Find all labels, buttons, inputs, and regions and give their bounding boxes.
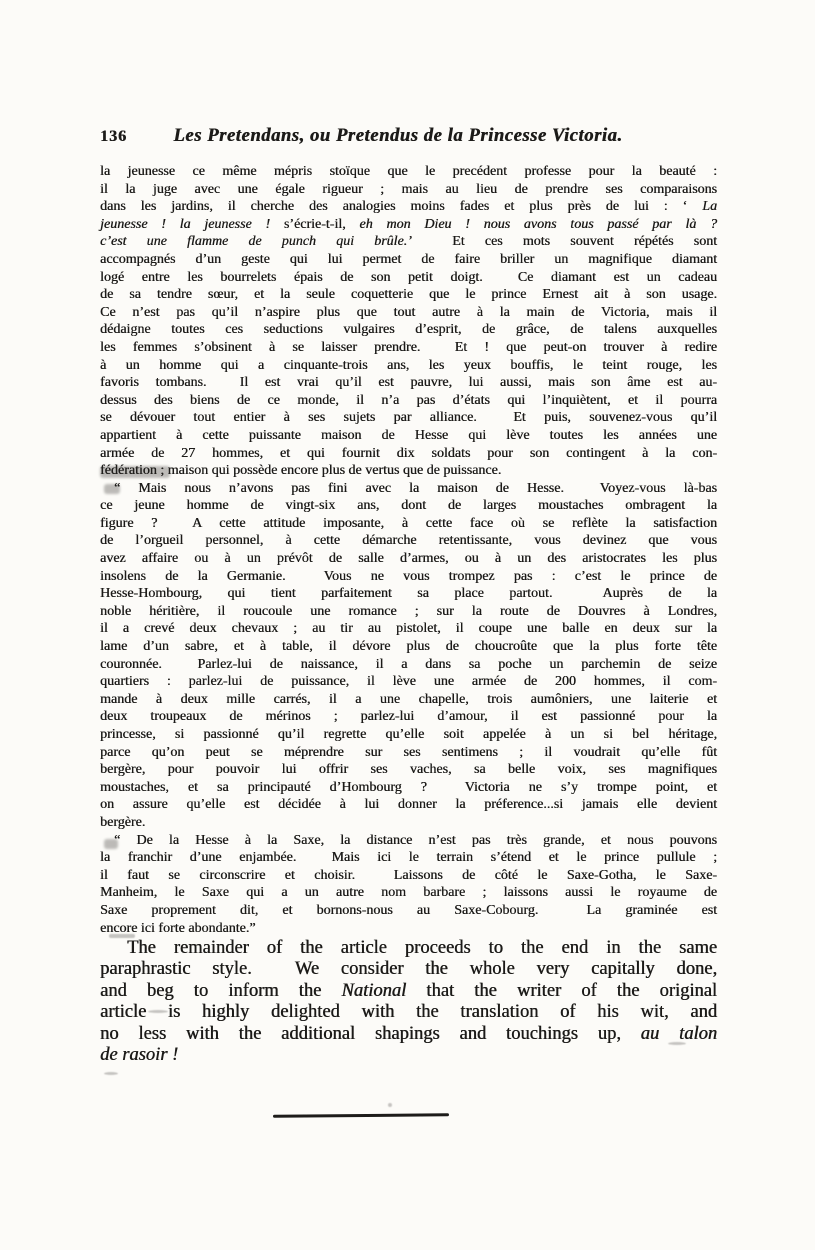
- scan-speck: [388, 1103, 392, 1107]
- text-line: les femmes s’obsinent à se laisser prendre. Et ! que peut-on trouver à redire: [100, 339, 717, 355]
- text-line: appartient à cette puissante maison de Hesse qui lève toutes les années une: [100, 427, 717, 443]
- text-line: no less with the additional shapings and touchings up, au talon: [100, 1023, 718, 1044]
- text-line: on assure qu’elle est décidée à lui donner la préference...si jamais elle devient: [100, 797, 717, 813]
- french-article: [100, 163, 717, 937]
- text-line: bergère.: [100, 814, 146, 830]
- ink-smudge: [100, 466, 170, 478]
- text-line: c’est une flamme de punch qui brûle.’ Et ces mots souvent répétés sont: [100, 234, 717, 250]
- scan-speck: [104, 1072, 118, 1075]
- text-line: dédaigne toutes ces seductions vulgaires d’esprit, de grâce, de talens auxquelles: [100, 322, 717, 338]
- text-line: de l’orgueil personnel, à cette démarche retentissante, vous devinez que vous: [100, 533, 717, 549]
- section-divider-rule: [273, 1113, 449, 1118]
- running-title: Les Pretendans, ou Pretendus de la Princesse Victoria.: [173, 126, 623, 146]
- text-line: de rasoir !: [100, 1045, 179, 1066]
- text-line: Ce n’est pas qu’il n’aspire plus que tout autre à la main de Victoria, mais il: [100, 304, 717, 320]
- scan-speck: [668, 1042, 686, 1045]
- text-line: accompagnés d’un geste qui lui permet de faire briller un magnifique diamant: [100, 251, 717, 267]
- text-line: and beg to inform the National that the writer of the original: [100, 980, 717, 1001]
- text-line: article is highly delighted with the translation of his wit, and: [100, 1002, 717, 1023]
- text-line: “ De la Hesse à la Saxe, la distance n’est pas très grande, et nous pouvons: [114, 832, 717, 848]
- text-line: il a crevé deux chevaux ; au tir au pistolet, il coupe une balle en deux sur la: [100, 621, 717, 637]
- page-header: [100, 126, 717, 147]
- ink-smudge: [104, 484, 120, 494]
- text-line: figure ? A cette attitude imposante, à cette face où se reflète la satisfaction: [100, 515, 717, 531]
- text-line: parce qu’on peut se méprendre sur ses sentimens ; il voudrait qu’elle fût: [100, 744, 717, 760]
- text-line: logé entre les bourrelets épais de son petit doigt. Ce diamant est un cadeau: [100, 269, 717, 285]
- text-line: de sa tendre sœur, et la seule coquetterie que le prince Ernest ait à son usage.: [100, 287, 717, 303]
- text-line: favoris tombans. Il est vrai qu’il est pauvre, lui aussi, mais son âme est au-: [100, 375, 717, 391]
- english-commentary: [100, 938, 717, 1066]
- text-line: paraphrastic style. We consider the whole very capitally done,: [100, 959, 717, 980]
- text-line: lame d’un sabre, et à table, il dévore plus de choucroûte que la plus forte tête: [100, 639, 717, 655]
- text-line: armée de 27 hommes, et qui fournit dix soldats pour son contingent à la con-: [100, 445, 717, 461]
- text-line: Hesse-Hombourg, qui tient parfaitement sa place partout. Auprès de la: [100, 586, 717, 602]
- text-line: insolens de la Germanie. Vous ne vous trompez pas : c’est le prince de: [100, 568, 717, 584]
- text-line: la franchir d’une enjambée. Mais ici le terrain s’étend et le prince pullule ;: [100, 850, 717, 866]
- text-line: à un homme qui a cinquante-trois ans, les yeux bouffis, le teint rouge, les: [100, 357, 717, 373]
- text-line: il la juge avec une égale rigueur ; mais au lieu de prendre ses comparaisons: [100, 181, 717, 197]
- text-line: il faut se circonscrire et choisir. Laissons de côté le Saxe-Gotha, le Saxe-: [100, 867, 717, 883]
- text-line: dans les jardins, il cherche des analogies moins fades et plus près de lui : ‘ La: [100, 199, 717, 215]
- ink-smudge: [104, 839, 118, 849]
- text-line: dessus des biens de ce monde, il n’a pas d’états qui l’inquiètent, et il pourra: [100, 392, 717, 408]
- text-line: “ Mais nous n’avons pas fini avec la maison de Hesse. Voyez-vous là-bas: [114, 480, 717, 496]
- text-line: fédération ; maison qui possède encore plus de vertus que de puissance.: [100, 463, 502, 479]
- text-line: princesse, si passionné qu’il regrette qu’elle soit appelée à un si bel héritage,: [100, 727, 717, 742]
- text-line: quartiers : parlez-lui de puissance, il lève une armée de 200 hommes, il com-: [100, 674, 717, 690]
- text-line: mande à deux mille carrés, il a une chapelle, trois aumôniers, une laiterie et: [100, 691, 717, 707]
- page-number: 136: [100, 128, 127, 145]
- text-line: avez affaire ou à un prévôt de salle d’armes, ou à un des aristocrates les plus: [100, 551, 717, 567]
- text-line: deux troupeaux de mérinos ; parlez-lui d’amour, il est passionné pour la: [100, 709, 717, 725]
- text-line: la jeunesse ce même mépris stoïque que le precédent professe pour la beauté :: [100, 164, 717, 179]
- text-line: jeunesse ! la jeunesse ! s’écrie-t-il, eh mon Dieu ! nous avons tous passé par là ?: [100, 216, 717, 232]
- text-line: moustaches, et sa principauté d’Hombourg ? Victoria ne s’y trompe point, et: [100, 779, 717, 795]
- scan-speck: [148, 1010, 168, 1013]
- text-line: Saxe proprement dit, et bornons-nous au Saxe-Cobourg. La graminée est: [100, 902, 717, 918]
- text-line: se dévouer tout entier à ses sujets par alliance. Et puis, souvenez-vous qu’il: [100, 410, 717, 426]
- text-line: bergère, pour pouvoir lui offrir ses vaches, sa belle voix, ses magnifiques: [100, 762, 717, 778]
- scan-speck: [109, 934, 135, 938]
- text-line: noble héritière, il roucoule une romance ; sur la route de Douvres à Londres,: [100, 603, 717, 619]
- text-line: ce jeune homme de vingt-six ans, dont de larges moustaches ombragent la: [100, 498, 717, 514]
- text-line: The remainder of the article proceeds to the end in the same: [127, 938, 717, 958]
- text-line: Manheim, le Saxe qui a un autre nom barbare ; laissons aussi le royaume de: [100, 885, 717, 901]
- text-line: encore ici forte abondante.”: [100, 920, 256, 936]
- text-line: couronnée. Parlez-lui de naissance, il a dans sa poche un parchemin de seize: [100, 656, 717, 672]
